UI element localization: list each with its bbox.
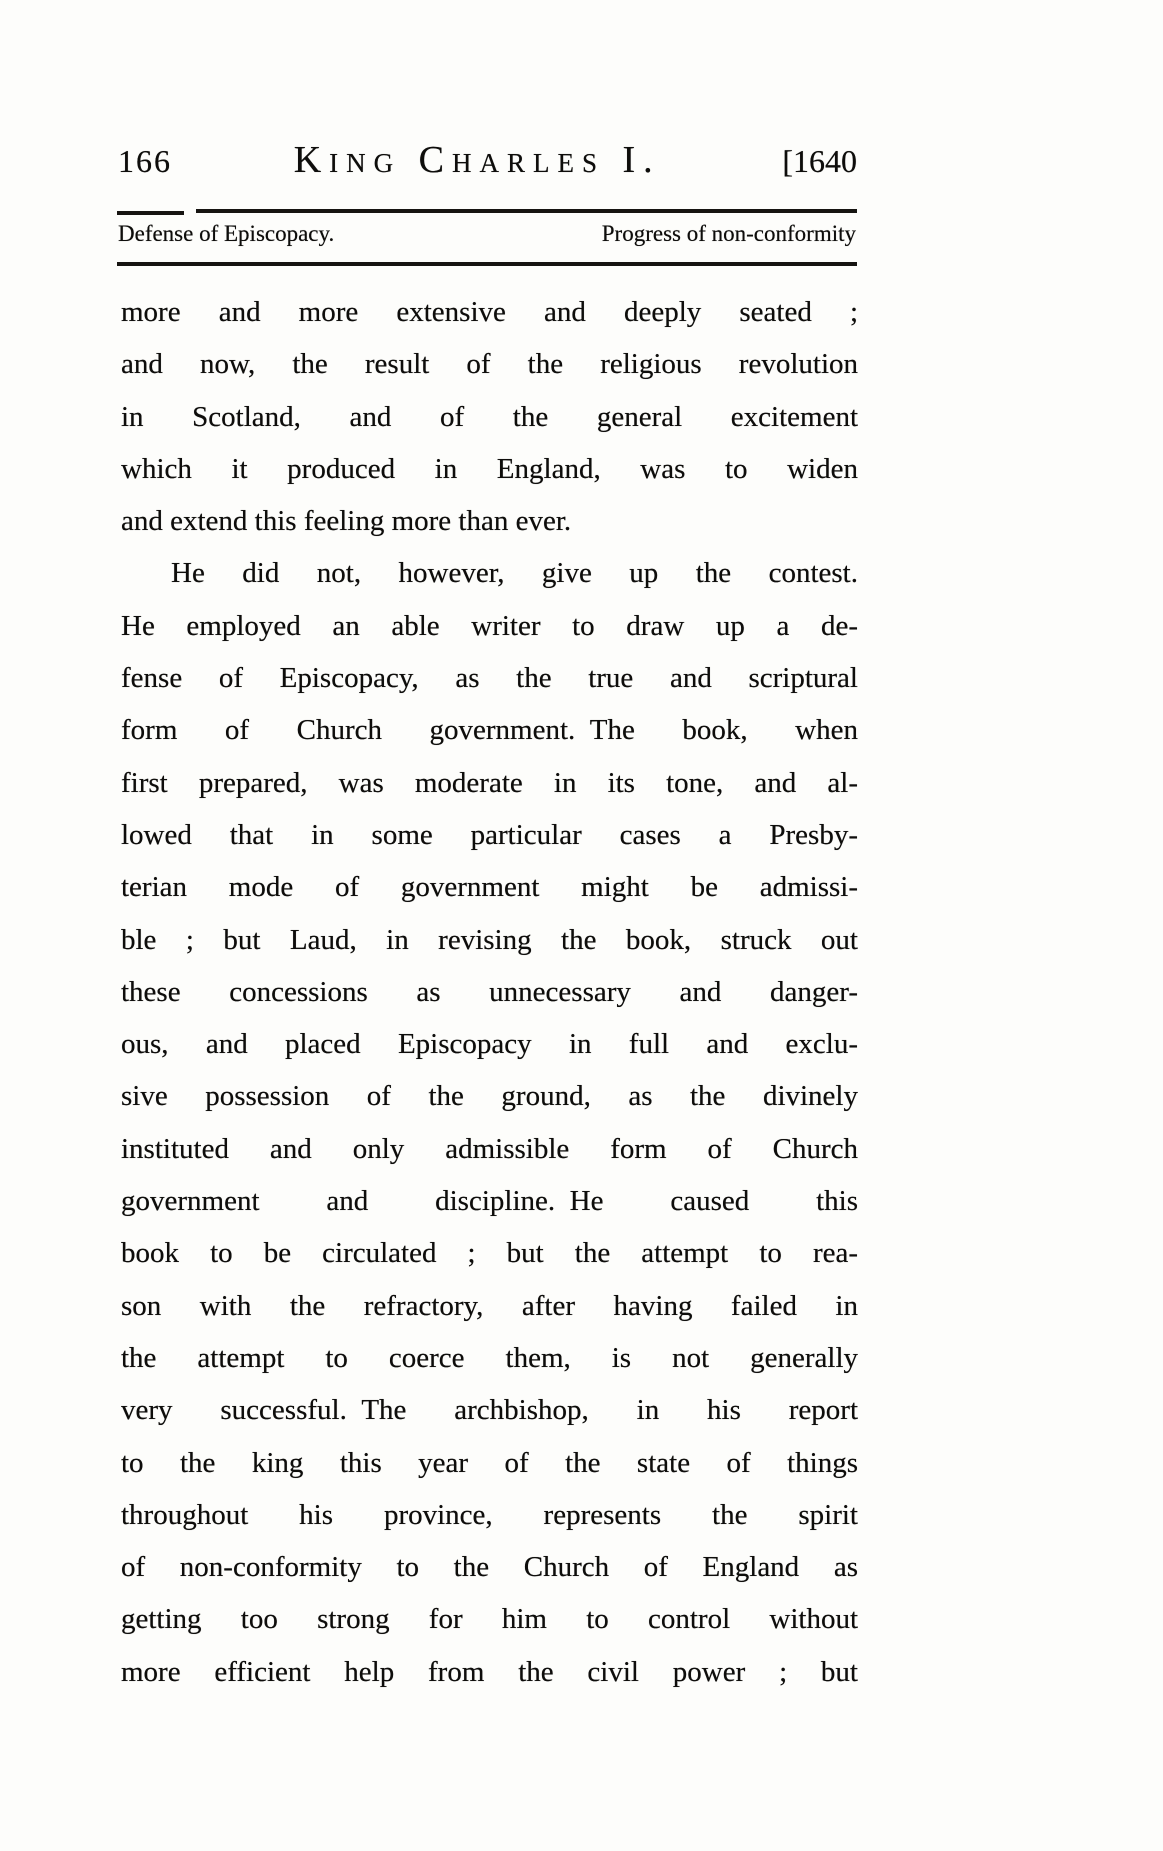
text-line: these concessions as unnecessary and danger- <box>121 975 858 1008</box>
text-line: son with the refractory, after having failed in <box>121 1289 858 1322</box>
running-title: King Charles I. <box>293 139 661 181</box>
header-rule-left-segment <box>117 211 184 215</box>
page-number: 166 <box>118 143 172 179</box>
subheader-rule <box>117 262 857 266</box>
text-line: instituted and only admissible form of Church <box>121 1132 858 1165</box>
text-line: first prepared, was moderate in its tone, and al- <box>121 766 858 799</box>
text-line: book to be circulated ; but the attempt to rea- <box>121 1237 858 1270</box>
text-line: throughout his province, represents the spirit <box>121 1498 858 1531</box>
text-line: getting too strong for him to control without <box>121 1603 858 1636</box>
text-line: sive possession of the ground, as the divinely <box>121 1080 858 1113</box>
text-line: in Scotland, and of the general excitement <box>121 400 858 433</box>
text-line: to the king this year of the state of things <box>121 1446 858 1479</box>
text-line: ble ; but Laud, in revising the book, struck out <box>121 923 858 956</box>
text-line: which it produced in England, was to widen <box>121 452 858 485</box>
text-line: fense of Episcopacy, as the true and scriptural <box>121 662 858 695</box>
text-line: ous, and placed Episcopacy in full and exclu- <box>121 1028 858 1061</box>
text-line: very successful. The archbishop, in his report <box>121 1394 858 1427</box>
text-line: lowed that in some particular cases a Presby- <box>121 818 858 851</box>
text-line: He did not, however, give up the contest. <box>171 557 858 590</box>
body-text <box>121 286 858 1698</box>
text-line: government and discipline. He caused this <box>121 1185 858 1218</box>
text-line: and extend this feeling more than ever. <box>121 505 572 538</box>
page-header <box>118 138 857 182</box>
running-head-left: Defense of Episcopacy. <box>118 221 335 246</box>
text-line: form of Church government. The book, when <box>121 714 858 747</box>
text-line: He employed an able writer to draw up a de- <box>121 609 858 642</box>
text-line: terian mode of government might be admissi- <box>121 871 858 904</box>
text-line: more efficient help from the civil power ; but <box>121 1655 858 1688</box>
text-line: and now, the result of the religious revolution <box>121 348 858 381</box>
year-marker: [1640 <box>782 143 857 179</box>
running-heads <box>118 221 856 247</box>
text-line: the attempt to coerce them, is not generally <box>121 1341 858 1374</box>
running-head-right: Progress of non-conformity <box>601 221 856 246</box>
text-line: more and more extensive and deeply seated ; <box>121 296 858 328</box>
text-line: of non-conformity to the Church of England as <box>121 1551 858 1584</box>
header-rule <box>196 209 857 213</box>
